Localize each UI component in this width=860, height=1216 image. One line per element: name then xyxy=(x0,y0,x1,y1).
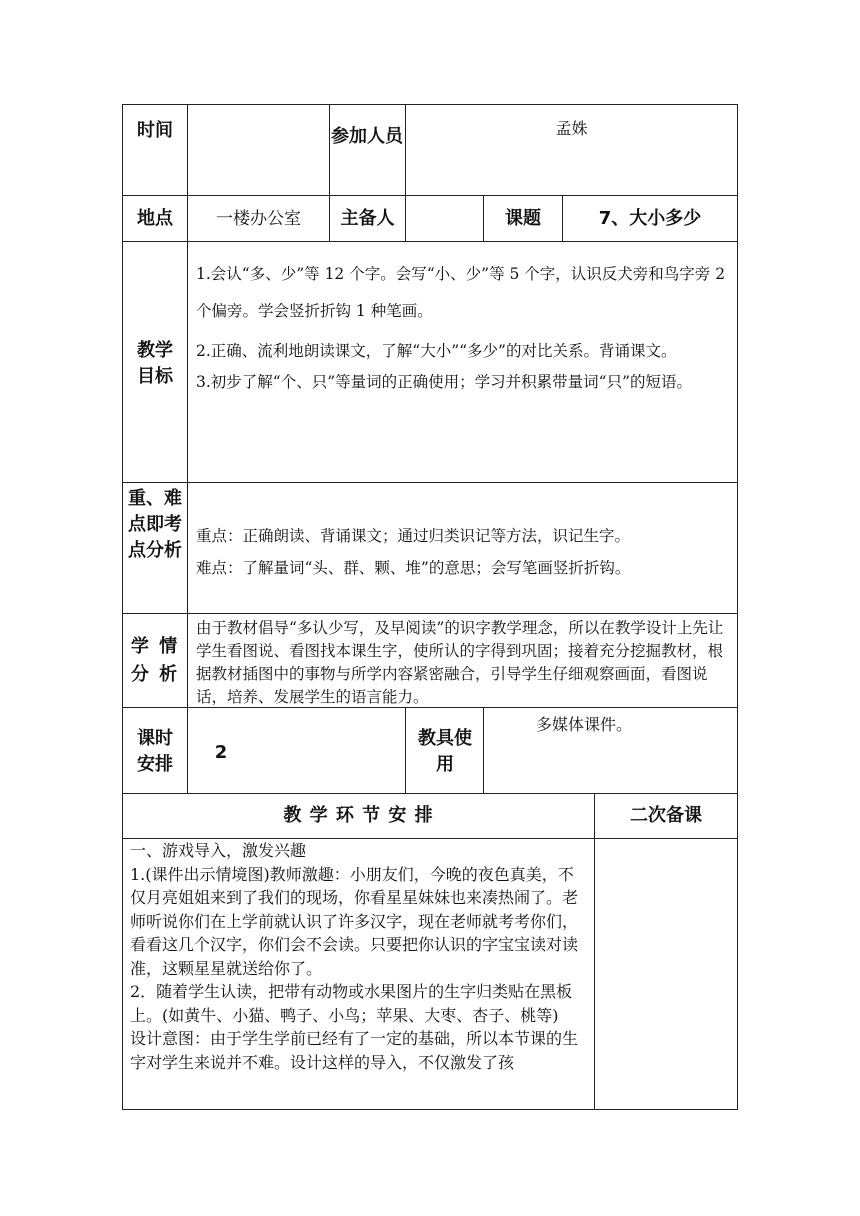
table-border-bottom xyxy=(122,1109,738,1110)
table-border-left xyxy=(122,104,123,1110)
col-divider xyxy=(594,793,595,1110)
key-difficulty: 难点：了解量词“头、群、颗、堆”的意思；会写笔画竖折折钩。 xyxy=(196,559,631,577)
row-divider xyxy=(122,793,738,794)
key-focus: 重点：正确朗读、背诵课文；通过归类识记等方法，识记生字。 xyxy=(196,527,631,545)
plan-paragraph: 2．随着学生认读，把带有动物或水果图片的生字归类贴在黑板上。(如黄牛、小猫、鸭子、小鸟；苹果、大枣、杏子、桃等) xyxy=(130,982,573,1025)
topic-label: 课题 xyxy=(505,208,541,229)
participants-value: 孟姝 xyxy=(555,119,588,138)
key-points-content xyxy=(196,520,732,584)
row-divider xyxy=(122,195,738,196)
objective-item: 1.会认“多、少”等 12 个字。会写“小、少”等 5 个字，认识反犬旁和鸟字旁 2 个偏旁。学会竖折折钩 1 种笔画。 xyxy=(196,265,726,320)
row-divider xyxy=(122,613,738,614)
time-label: 时间 xyxy=(137,120,173,141)
col-divider xyxy=(483,707,484,794)
table-border-right xyxy=(737,104,738,1110)
topic-value: 7、大小多少 xyxy=(598,208,702,229)
location-label: 地点 xyxy=(137,208,173,229)
learner-analysis-label: 学 情 分 析 xyxy=(130,636,180,685)
plan-paragraph: 设计意图：由于学生学前已经有了一定的基础，所以本节课的生字对学生来说并不难。设计这样的导入，不仅激发了孩 xyxy=(130,1029,579,1072)
key-points-label: 重、难点即考点分析 xyxy=(128,488,182,561)
objective-item: 3.初步了解“个、只”等量词的正确使用；学习并积累带量词“只”的短语。 xyxy=(196,373,692,391)
secondary-prep-label: 二次备课 xyxy=(630,805,702,826)
col-divider xyxy=(329,104,330,196)
preparer-label: 主备人 xyxy=(340,208,395,229)
plan-paragraph: 1.(课件出示情境图)教师激趣：小朋友们，今晚的夜色真美，不仅月亮姐姐来到了我们的现场，你看星星妹妹也来凑热闹了。老师听说你们在上学前就认识了许多汉字，现在老师就考考你们，看看这几个汉字，你们会不会读。只要把你认识的字宝宝读对读准，这颗星星就送给你了。 xyxy=(130,864,579,978)
hours-label: 课时安排 xyxy=(137,728,173,775)
objectives-label: 教学目标 xyxy=(137,340,173,387)
objectives-content xyxy=(196,256,732,398)
row-divider xyxy=(122,241,738,242)
plan-paragraph: 一、游戏导入，激发兴趣 xyxy=(130,841,307,860)
participants-label: 参加人员 xyxy=(331,126,403,147)
tools-value: 多媒体课件。 xyxy=(536,715,633,734)
objective-item: 2.正确、流利地朗读课文，了解“大小”“多少”的对比关系。背诵课文。 xyxy=(196,342,677,360)
location-value: 一楼办公室 xyxy=(216,209,301,229)
col-divider xyxy=(405,195,406,242)
row-divider xyxy=(122,482,738,483)
plan-content xyxy=(130,839,588,1074)
table-border-top xyxy=(122,104,738,105)
col-divider xyxy=(405,707,406,794)
plan-header: 教 学 环 节 安 排 xyxy=(283,805,434,826)
learner-analysis-text: 由于教材倡导“多认少写，及早阅读”的识字教学理念，所以在教学设计上先让学生看图说、看图找本课生字，使所认的字得到巩固；接着充分挖掘教材，根据教材插图中的事物与所学内容紧密融合，引导学生仔细观察画面，看图说话，培养、发展学生的语言能力。 xyxy=(196,619,724,706)
hours-value: 2 xyxy=(214,742,228,763)
tools-label: 教具使用 xyxy=(418,728,472,775)
